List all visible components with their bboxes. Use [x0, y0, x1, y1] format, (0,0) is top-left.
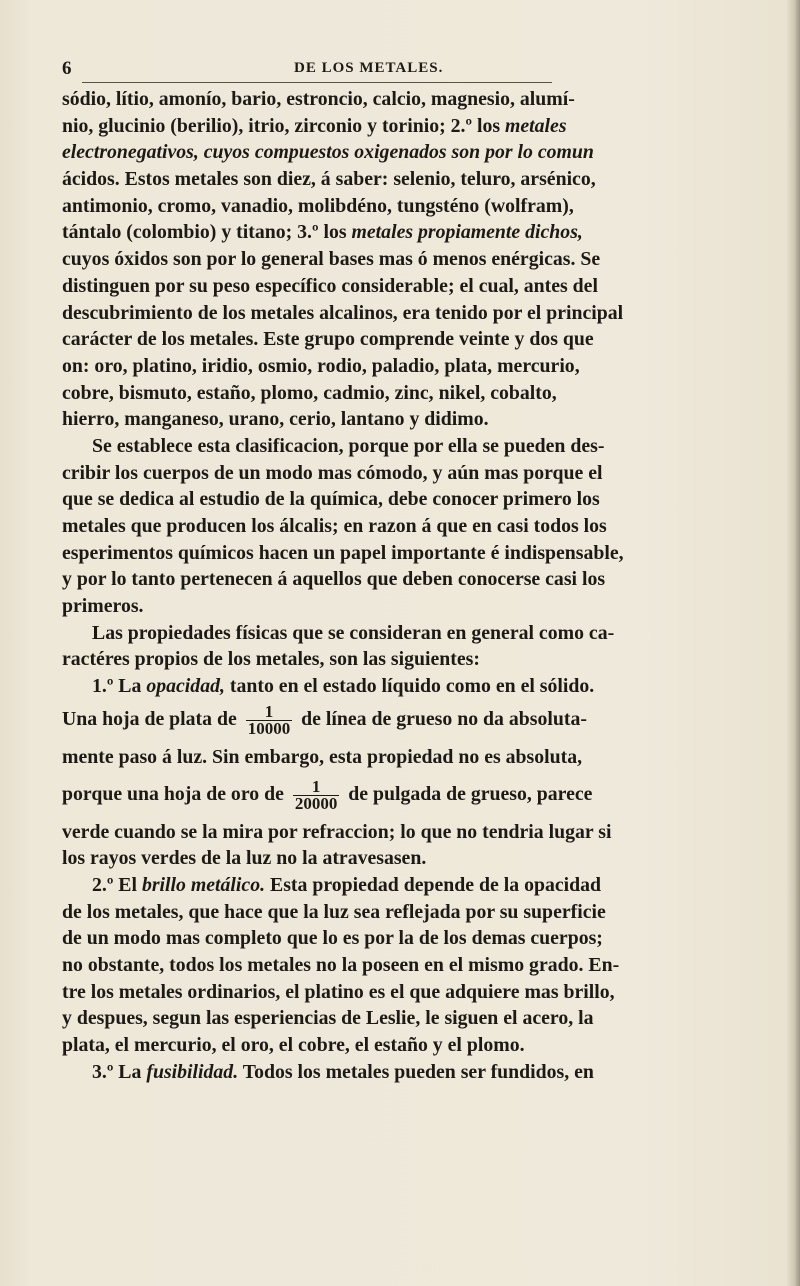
italic-term: opacidad,: [146, 675, 225, 698]
italic-term: metales: [504, 114, 567, 137]
text-line: esperimentos químicos hacen un papel importante é indispensable,: [62, 541, 624, 564]
text-line: distinguen por su peso específico considerable; el cual, antes del: [62, 274, 598, 297]
running-title: DE LOS METALES.: [294, 60, 444, 76]
text-line: los rayos verdes de la luz no la atravesasen.: [62, 847, 427, 870]
text-line: no obstante, todos los metales no la poseen en el mismo grado. En-: [62, 953, 620, 976]
text-line: Se establece esta clasificacion, porque por ella se pueden des-: [92, 434, 605, 457]
text-line: plata, el mercurio, el oro, el cobre, el estaño y el plomo.: [62, 1034, 525, 1056]
text-line: 1.º La opacidad, tanto en el estado líquido como en el sólido.: [92, 675, 595, 698]
italic-term: brillo metálico.: [141, 873, 266, 896]
page-edge-shadow: [786, 0, 800, 1286]
page-number: 6: [62, 58, 72, 79]
text-line: tre los metales ordinarios, el platino es el que adquiere mas brillo,: [62, 980, 615, 1003]
text-line: metales que producen los álcalis; en razon á que en casi todos los: [62, 515, 607, 537]
text-line: cobre, bismuto, estaño, plomo, cadmio, zinc, nikel, cobalto,: [62, 381, 557, 404]
running-header: [62, 58, 702, 80]
text-line: electronegativos, cuyos compuestos oxigenados son por lo comun: [62, 141, 594, 164]
body-text: [62, 86, 762, 1085]
italic-term: metales propiamente dichos,: [351, 221, 583, 244]
text-line: cuyos óxidos son por lo general bases mas ó menos enérgicas. Se: [62, 248, 601, 271]
text-line: de un modo mas completo que lo es por la de los demas cuerpos;: [62, 927, 603, 950]
fraction: $\frac{1}{10000}$: [247, 701, 291, 738]
text-line: ácidos. Estos metales son diez, á saber: selenio, teluro, arsénico,: [62, 168, 596, 191]
text-line: hierro, manganeso, urano, cerio, lantano y didimo.: [62, 408, 489, 431]
text-line: 2.º El brillo metálico. Esta propiedad depende de la opacidad: [92, 873, 602, 896]
text-line: y despues, segun las esperiencias de Leslie, le siguen el acero, la: [62, 1007, 594, 1030]
text-line: de los metales, que hace que la luz sea reflejada por su superficie: [62, 900, 606, 923]
text-line: antimonio, cromo, vanadio, molibdéno, tungsténo (wolfram),: [62, 194, 574, 217]
italic-term: fusibilidad.: [146, 1060, 239, 1083]
fraction-line: Una hoja de plata de $\frac{1}{10000}$ de línea de grueso no da absoluta-: [62, 701, 587, 738]
text-line: carácter de los metales. Este grupo comprende veinte y dos que: [62, 328, 594, 351]
text-line: nio, glucinio (berilio), itrio, zirconio y torinio; 2.º los metales: [62, 114, 567, 137]
header-rule: [82, 82, 552, 83]
text-line: primeros.: [62, 595, 144, 618]
text-line: descubrimiento de los metales alcalinos, era tenido por el principal: [62, 301, 624, 324]
text-line: verde cuando se la mira por refraccion; lo que no tendria lugar si: [62, 820, 612, 843]
text-line: ractéres propios de los metales, son las siguientes:: [62, 648, 480, 671]
fraction: $\frac{1}{20000}$: [294, 776, 338, 813]
text-line: sódio, lítio, amonío, bario, estroncio, calcio, magnesio, alumí-: [62, 88, 575, 110]
text-line: mente paso á luz. Sin embargo, esta propiedad no es absoluta,: [62, 745, 583, 768]
text-line: tántalo (colombio) y titano; 3.º los metales propiamente dichos,: [62, 221, 583, 244]
text-line: que se dedica al estudio de la química, debe conocer primero los: [62, 488, 600, 511]
text-line: on: oro, platino, iridio, osmio, rodio, paladio, plata, mercurio,: [62, 354, 580, 377]
text-line: y por lo tanto pertenecen á aquellos que deben conocerse casi los: [62, 568, 606, 591]
fraction-line: porque una hoja de oro de $\frac{1}{20000}$ de pulgada de grueso, parece: [62, 776, 593, 813]
text-line: cribir los cuerpos de un modo mas cómodo, y aún mas porque el: [62, 461, 603, 484]
text-line: Las propiedades físicas que se consideran en general como ca-: [92, 621, 615, 644]
text-line: 3.º La fusibilidad. Todos los metales pueden ser fundidos, en: [92, 1060, 594, 1083]
